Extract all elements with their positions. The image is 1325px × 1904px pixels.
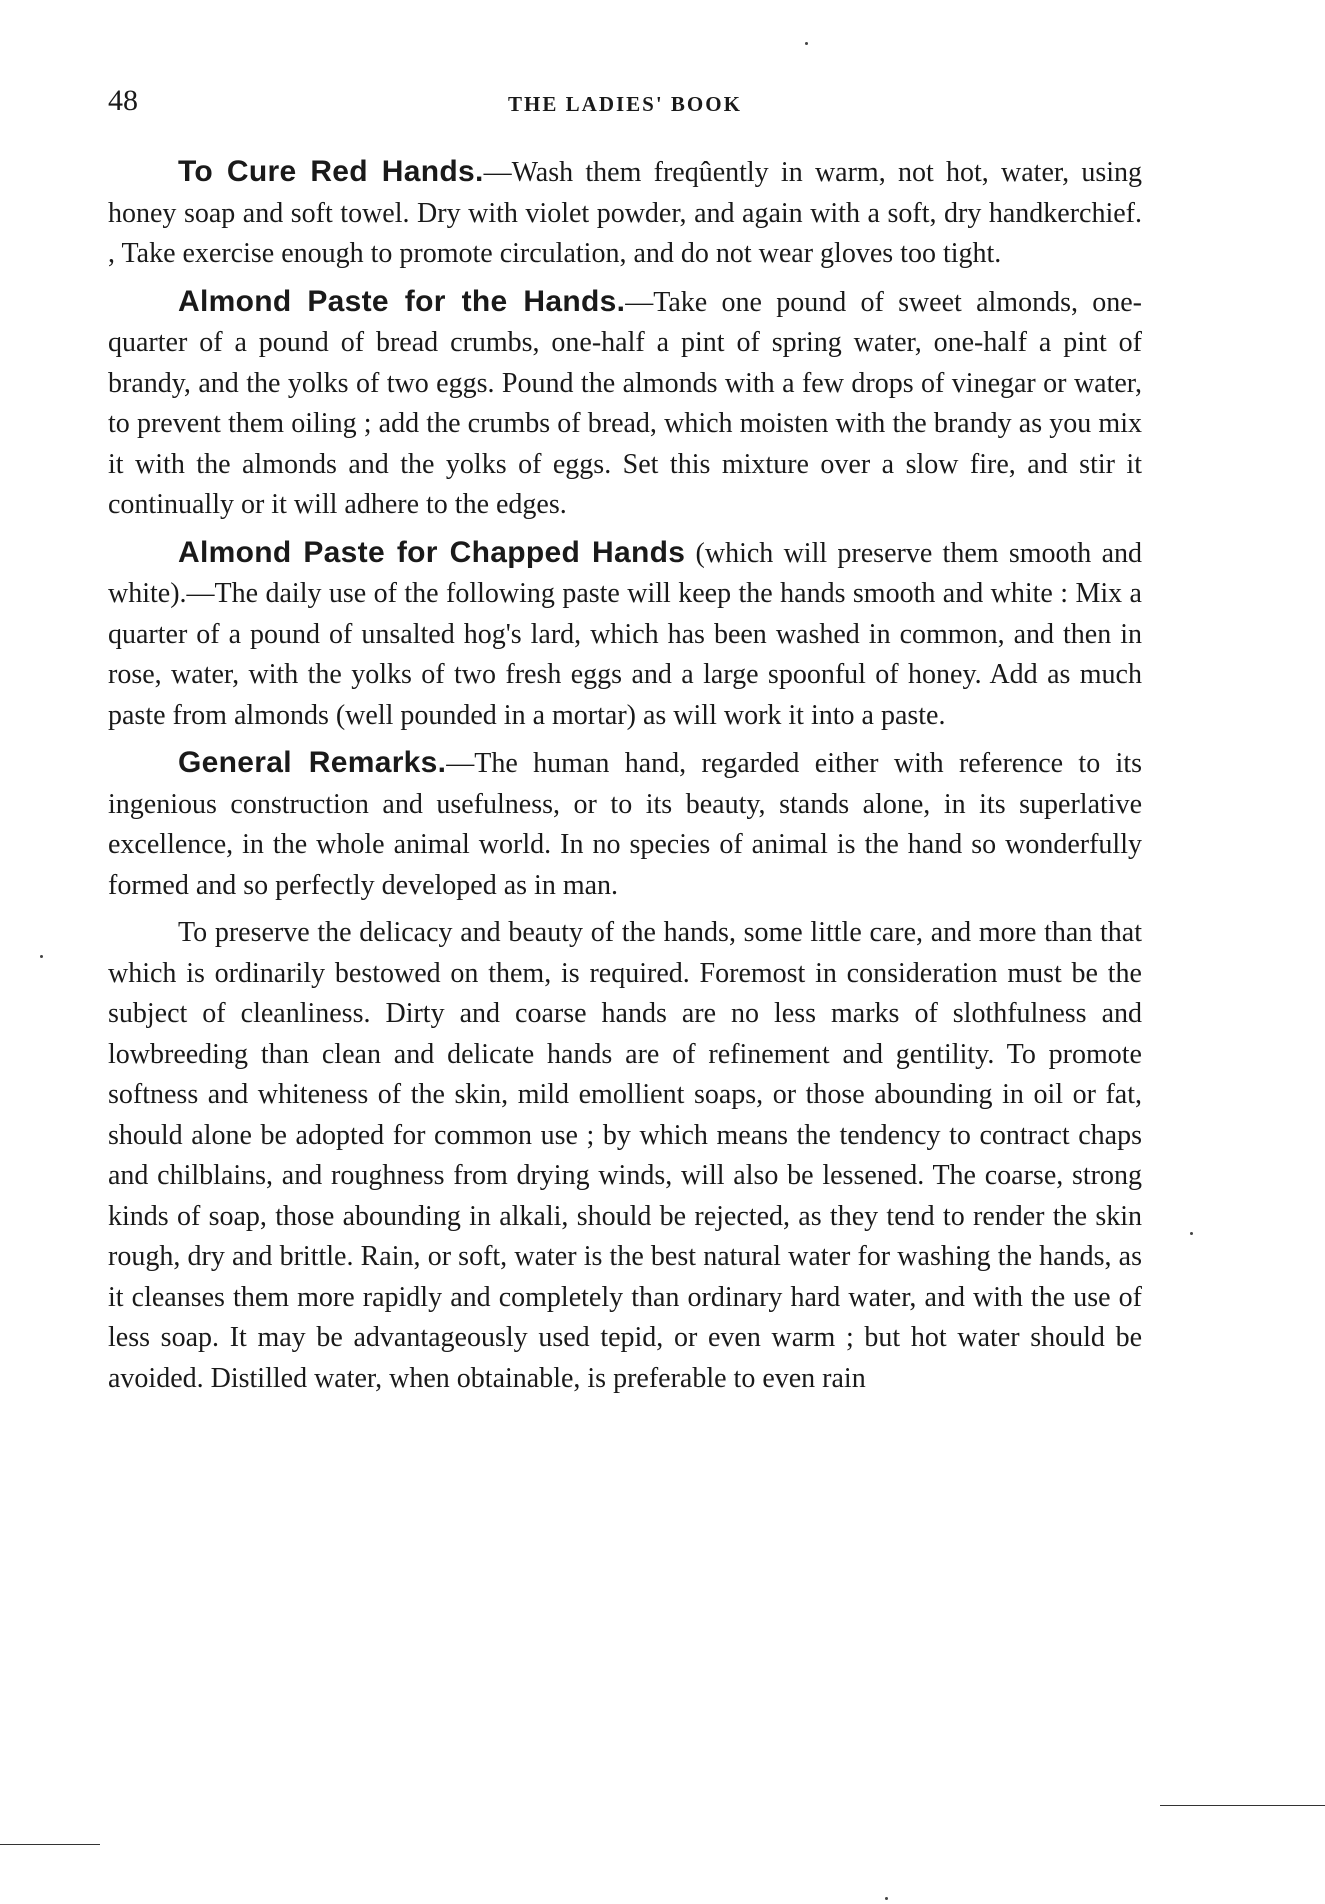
section-chapped-hands xyxy=(108,533,1142,737)
section-body: —Take one pound of sweet almonds, one-quarter of a pound of bread crumbs, one-half a pint of spring water, one-half a pint of brandy, and the yolks of two eggs. Pound the almonds with a few drops of vinegar or water, to prevent them oiling ; add the crumbs of bread, which moisten with the brandy as you mix it with the almonds and the yolks of eggs. Set this mixture over a slow fire, and stir it continually or it will adhere to the edges. xyxy=(108,286,1142,520)
section-heading: General Remarks. xyxy=(178,746,447,779)
section-heading: Almond Paste for the Hands. xyxy=(178,284,626,318)
section-body: —Wash them freqûently in warm, not hot, water, using honey soap and soft towel. Dry with violet powder, and again with a soft, dry handkerchief. , Take exercise enough to promote circulation, and do not wear gloves too tight. xyxy=(108,157,1142,269)
section-heading: To Cure Red Hands. xyxy=(178,155,484,188)
section-body: (which will preserve them smooth and white).—The daily use of the following paste will keep the hands smooth and white : Mix a quarter of a pound of unsalted hog's lard, which has been washed in common, and then in rose, water, with the yolks of two fresh eggs and a large spoonful of honey. Add as much paste from almonds (well pounded in a mortar) as will work it into a paste. xyxy=(108,537,1142,731)
scan-artifact-speck xyxy=(1190,1232,1193,1235)
section-heading: Almond Paste for Chapped Hands xyxy=(178,535,686,569)
page-body xyxy=(108,152,1142,1406)
section-almond-paste xyxy=(108,282,1142,526)
scan-artifact-speck xyxy=(885,1897,888,1900)
section-general-remarks xyxy=(108,743,1142,906)
scan-artifact-speck xyxy=(805,42,808,45)
section-body: —The human hand, regarded either with reference to its ingenious construction and usefulness, or to its beauty, stands alone, in its superlative excellence, in the whole animal world. In no species of animal is the hand so wonderfully formed and so perfectly developed as in man. xyxy=(108,748,1142,901)
scan-artifact-speck xyxy=(40,955,43,958)
running-title: THE LADIES' BOOK xyxy=(508,92,742,116)
scan-artifact-line xyxy=(1160,1805,1325,1806)
page-header xyxy=(108,84,1142,124)
scan-artifact-line xyxy=(0,1844,100,1845)
page-number: 48 xyxy=(108,84,138,117)
closing-paragraph: To preserve the delicacy and beauty of the hands, some little care, and more than that which is ordinarily bestowed on them, is required. Foremost in consideration must be the subject of cleanliness. Dirty and coarse hands are no less marks of slothfulness and lowbreeding than clean and delicate hands are of refinement and gentility. To promote softness and whiteness of the skin, mild emollient soaps, or those abounding in oil or fat, should alone be adopted for common use ; by which means the tendency to contract chaps and chilblains, and roughness from drying winds, will also be lessened. The coarse, strong kinds of soap, those abounding in alkali, should be rejected, as they tend to render the skin rough, dry and brittle. Rain, or soft, water is the best natural water for washing the hands, as it cleanses them more rapidly and completely than ordinary hard water, and with the use of less soap. It may be advantageously used tepid, or even warm ; but hot water should be avoided. Distilled water, when obtainable, is preferable to even rain xyxy=(108,917,1142,1394)
section-red-hands xyxy=(108,152,1142,275)
